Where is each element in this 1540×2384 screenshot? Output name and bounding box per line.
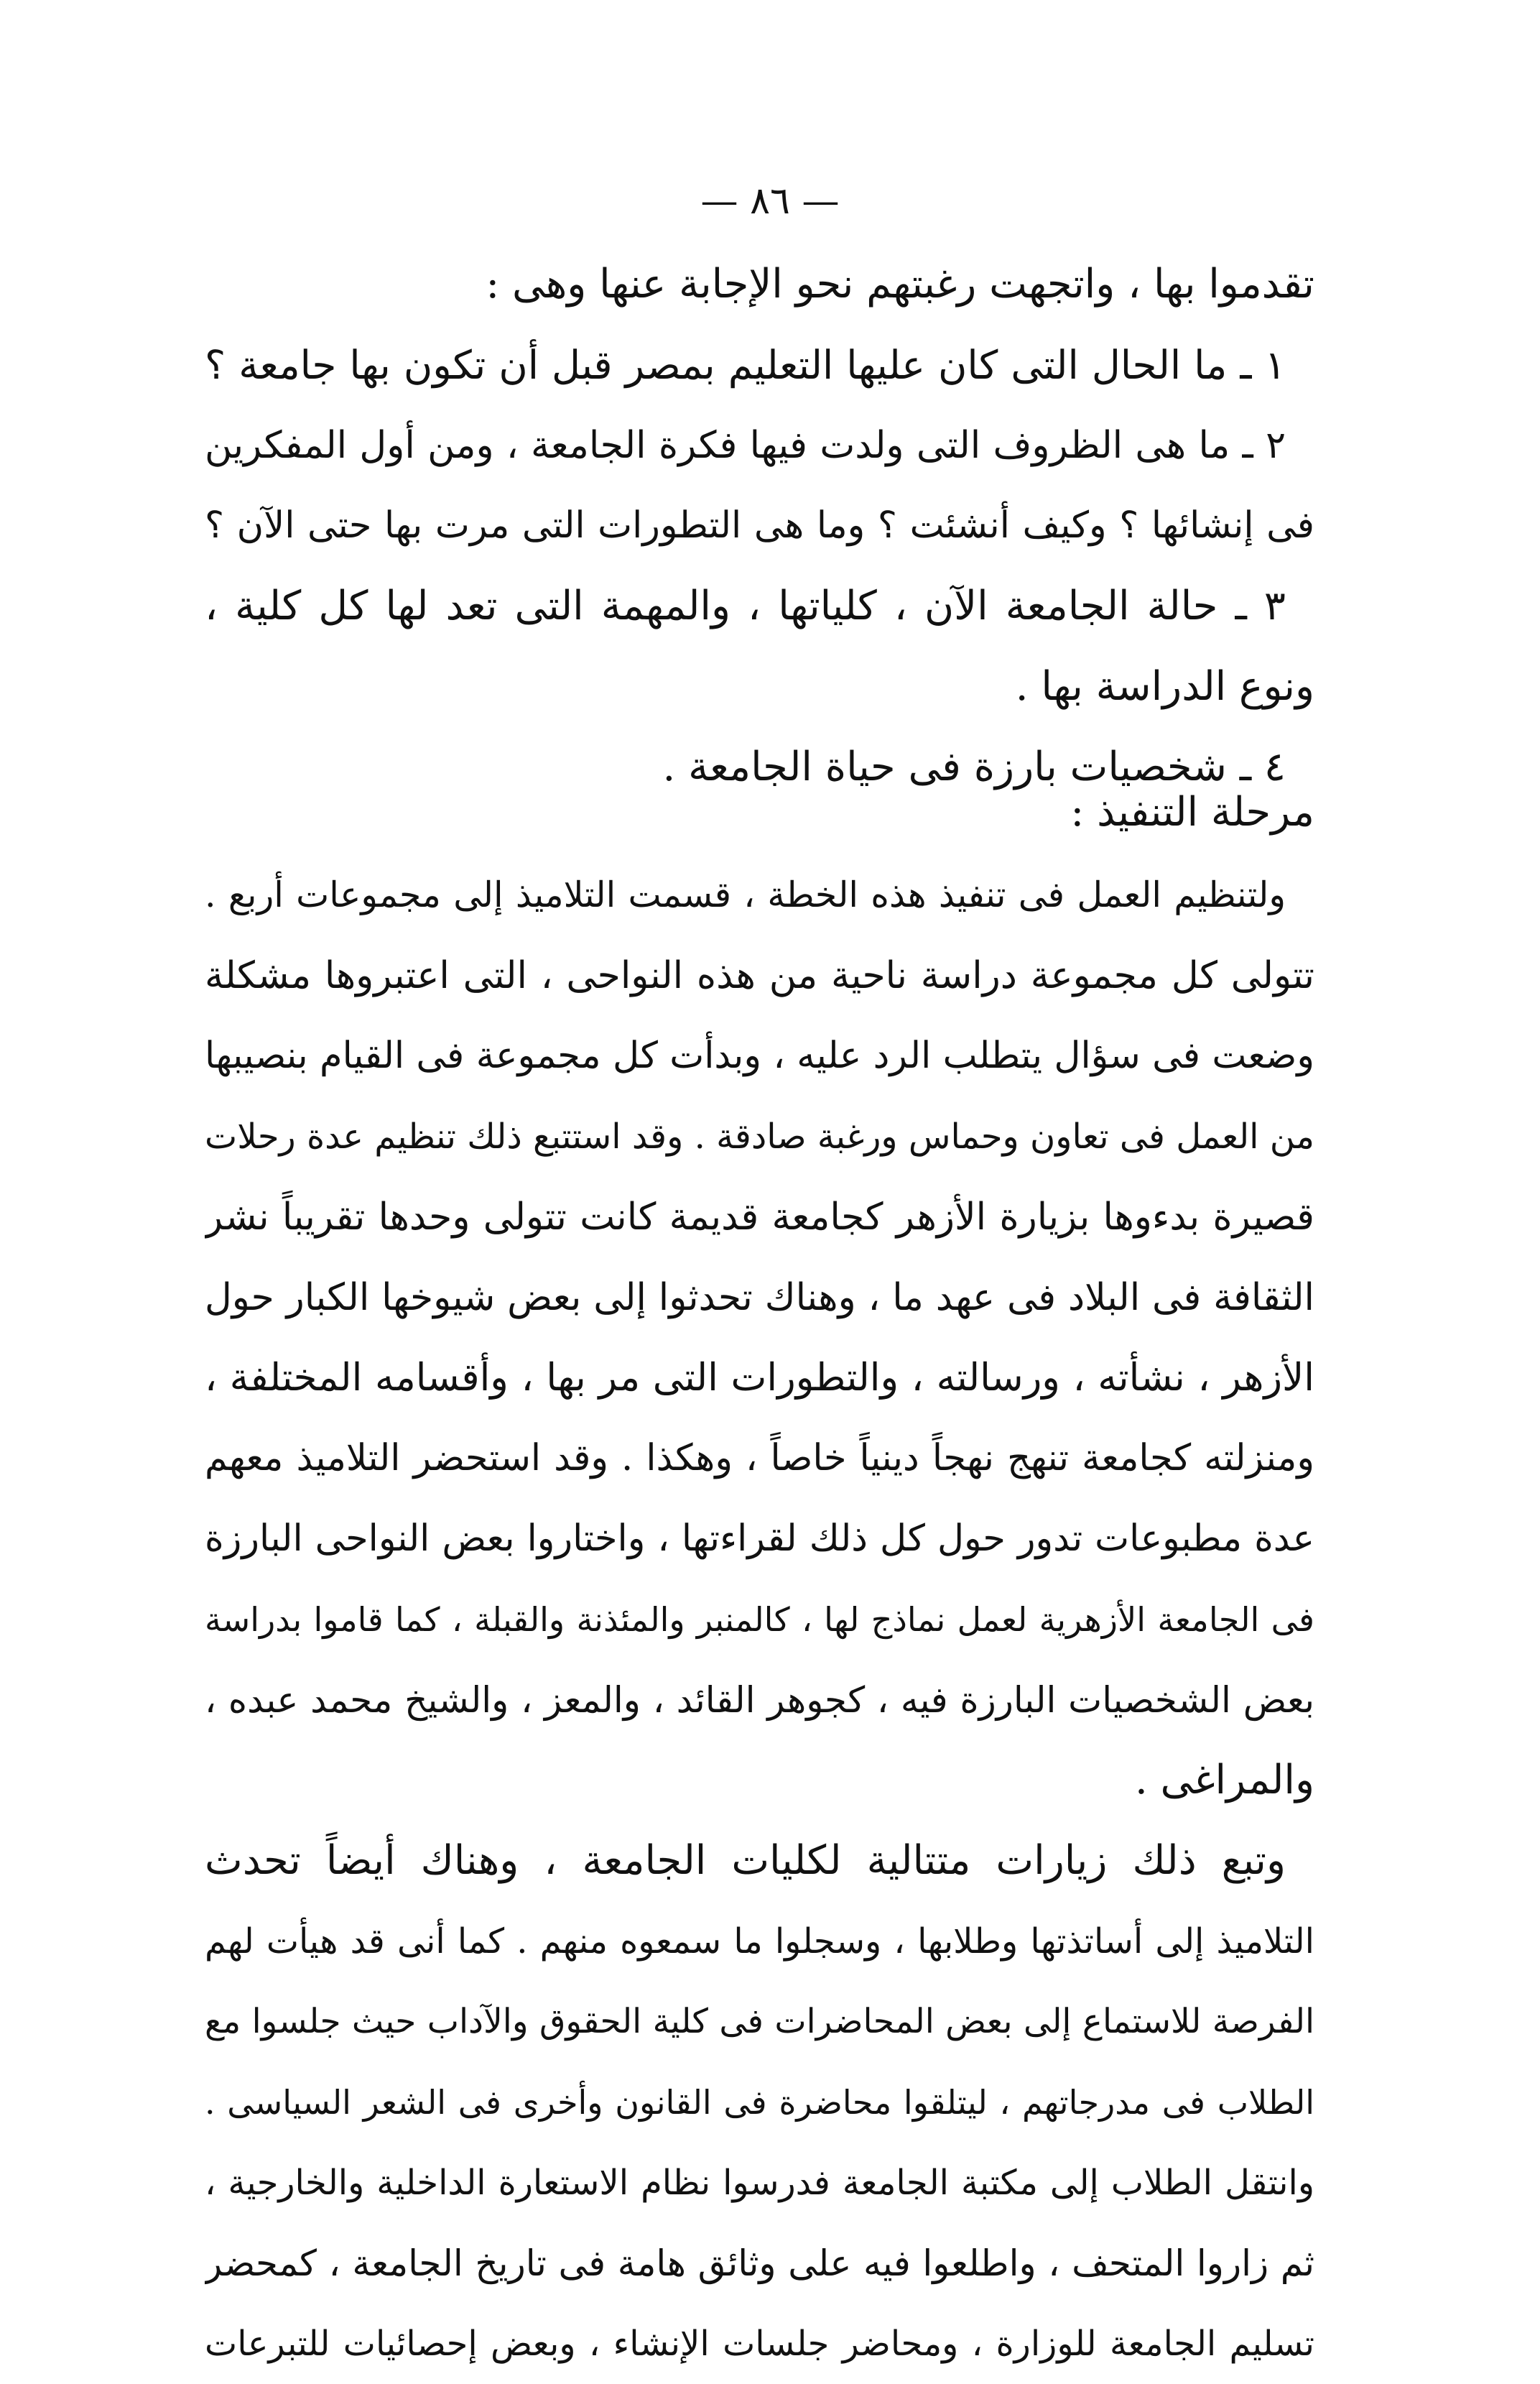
paragraph-line: تسليم الجامعة للوزارة ، ومحاضر جلسات الإنشاء ، وبعض إحصائيات للتبرعات [205, 2324, 1314, 2364]
list-item-2-continued: فى إنشائها ؟ وكيف أنشئت ؟ وما هى التطورات التى مرت بها حتى الآن ؟ [205, 504, 1314, 547]
list-item-1: ١ ـ ما الحال التى كان عليها التعليم بمصر قبل أن تكون بها جامعة ؟ [205, 342, 1286, 388]
paragraph-line: وضعت فى سؤال يتطلب الرد عليه ، وبدأت كل مجموعة فى القيام بنصيبها [205, 1035, 1314, 1077]
paragraph-line: ولتنظيم العمل فى تنفيذ هذه الخطة ، قسمت التلاميذ إلى مجموعات أربع . [205, 874, 1286, 915]
paragraph-line: الطلاب فى مدرجاتهم ، ليتلقوا محاضرة فى القانون وأخرى فى الشعر السياسى . [205, 2083, 1314, 2122]
section-heading-block [205, 772, 1314, 853]
list-item-3-continued: ونوع الدراسة بها . [1015, 663, 1314, 710]
paragraph-line: التلاميذ إلى أساتذتها وطلابها ، وسجلوا ما سمعوه منهم . كما أنى قد هيأت لهم [205, 1921, 1314, 1962]
paragraph-line: عدة مطبوعات تدور حول كل ذلك لقراءتها ، واختاروا بعض النواحى البارزة [205, 1517, 1314, 1560]
intro-line: تقدموا بها ، واتجهت رغبتهم نحو الإجابة عنها وهى : [486, 261, 1314, 308]
body-text [205, 855, 1314, 2384]
paragraph-line: الثقافة فى البلاد فى عهد ما ، وهناك تحدثوا إلى بعض شيوخها الكبار حول [205, 1276, 1314, 1319]
list-item-3: ٣ ـ حالة الجامعة الآن ، كلياتها ، والمهمة التى تعد لها كل كلية ، [205, 583, 1286, 629]
paragraph-line: ثم زاروا المتحف ، واطلعوا فيه على وثائق هامة فى تاريخ الجامعة ، كمحضر [205, 2242, 1314, 2284]
section-heading: مرحلة التنفيذ : [1070, 789, 1314, 836]
paragraph-line: وتبع ذلك زيارات متتالية لكليات الجامعة ، وهناك أيضاً تحدث [205, 1837, 1286, 1884]
paragraph-line: وانتقل الطلاب إلى مكتبة الجامعة فدرسوا نظام الاستعارة الداخلية والخارجية ، [205, 2163, 1314, 2203]
paragraph-line: فى الجامعة الأزهرية لعمل نماذج لها ، كالمنبر والمئذنة والقبلة ، كما قاموا بدراسة [205, 1600, 1314, 1639]
paragraph-line: الفرصة للاستماع إلى بعض المحاضرات فى كلية الحقوق والآداب حيث جلسوا مع [205, 2002, 1314, 2041]
paragraph-line: قصيرة بدءوها بزيارة الأزهر كجامعة قديمة كانت تتولى وحدها تقريباً نشر [205, 1196, 1314, 1239]
intro-block [205, 244, 1314, 808]
page-number: — ٨٦ — [700, 180, 840, 223]
paragraph-line: ومنزلته كجامعة تنهج نهجاً دينياً خاصاً ، وهكذا . وقد استحضر التلاميذ معهم [205, 1437, 1314, 1479]
paragraph-line: تتولى كل مجموعة دراسة ناحية من هذه النواحى ، التى اعتبروها مشكلة [205, 954, 1314, 997]
paragraph-line: الأزهر ، نشأته ، ورسالته ، والتطورات التى مر بها ، وأقسامه المختلفة ، [205, 1356, 1314, 1400]
list-item-4: ٤ ـ شخصيات بارزة فى حياة الجامعة . [662, 744, 1286, 790]
list-item-2: ٢ ـ ما هى الظروف التى ولدت فيها فكرة الجامعة ، ومن أول المفكرين [205, 424, 1286, 467]
paragraph-line: والمراغى . [1134, 1757, 1314, 1803]
paragraph-line: بعض الشخصيات البارزة فيه ، كجوهر القائد ، والمعز ، والشيخ محمد عبده ، [205, 1679, 1314, 1721]
paragraph-line: من العمل فى تعاون وحماس ورغبة صادقة . وقد استتبع ذلك تنظيم عدة رحلات [205, 1117, 1314, 1157]
